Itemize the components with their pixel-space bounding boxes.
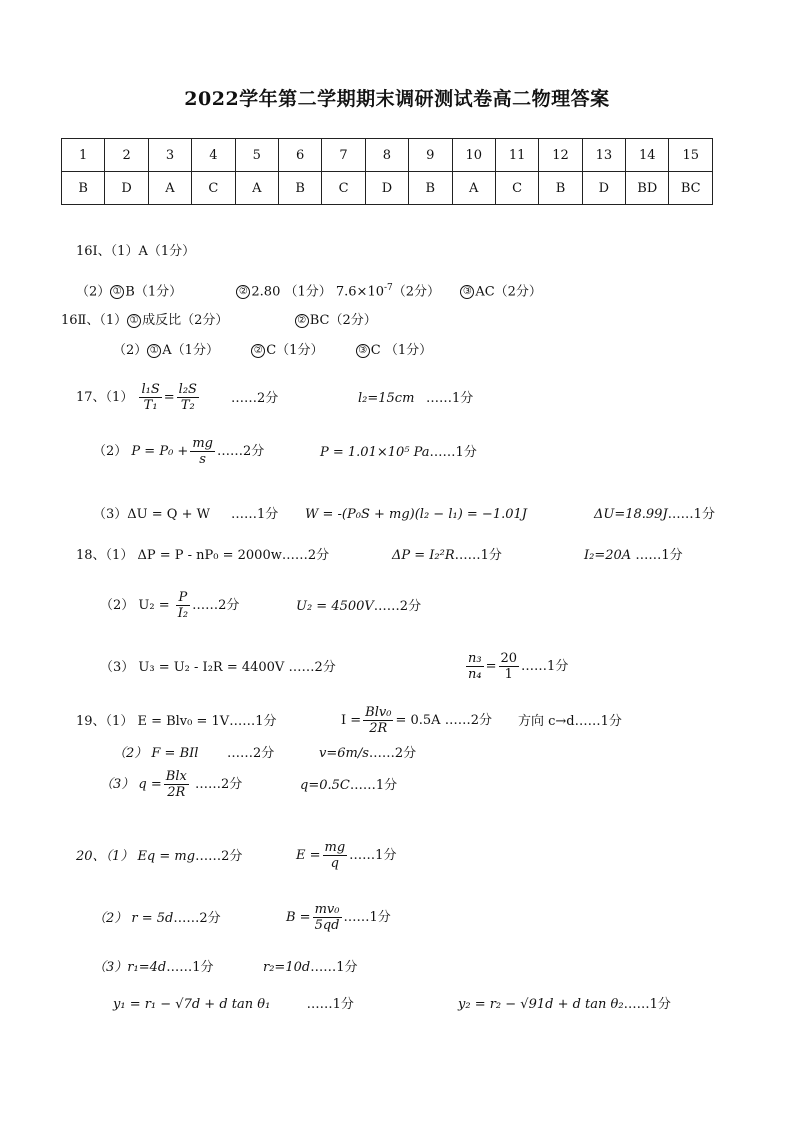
q20-part4-right [458,996,671,1014]
numerator: mg [192,436,213,451]
text: ……2分 [368,746,417,761]
text: ……2分 [216,444,265,459]
answer-table [61,138,713,205]
text: ……1分 [521,659,569,674]
question-number-cell: 8 [365,139,408,172]
answer-cell: B [539,172,582,205]
question-number-cell: 7 [322,139,365,172]
text: （3）r₁=4d [93,960,167,975]
fraction [363,705,393,736]
text: B（1分） [125,284,183,300]
circled-1: ① [147,344,161,358]
text: I = [341,713,362,728]
numerator: l₁S [141,382,160,397]
text: 1分 [336,960,358,975]
q17-part1-result-score: ……1分 [426,391,474,406]
q17-part1-result: l₂=15cm [358,391,415,406]
fraction [164,769,189,800]
q17-part3-result [594,506,715,524]
text: ……1分 [667,507,715,522]
fraction [466,651,484,682]
text: 20、（1） Eq = mg [76,849,196,864]
answer-cell: C [322,172,365,205]
numerator: n₃ [468,651,482,666]
q19-part1 [76,713,276,731]
numerator: P [176,590,190,606]
numerator: l₂S [178,382,197,397]
text: ……2分 [195,849,243,864]
text: ……1分 [635,548,683,563]
text: E = [296,848,321,863]
q20-part2 [93,910,221,928]
q19-part3 [100,769,242,800]
text: （2） U₂ = [100,598,170,613]
q17-part2-result [320,444,477,462]
answer-cell: BD [626,172,669,205]
answer-cell: BC [669,172,713,205]
answer-cell: B [278,172,321,205]
text: 18、（1） ΔP = P - nP₀ = 2000w [76,548,282,563]
denominator: n₄ [468,667,482,682]
q17-part1-score: ……2分 [231,391,279,406]
text: ……1分 [229,714,277,729]
answer-cell: A [452,172,495,205]
text: r₂=10d [263,960,311,975]
q18-part3 [100,659,336,677]
q17-part3-equation: W = -(P₀S + mg)(l₂ − l₁) = −1.01J [305,507,527,522]
text: q=0.5C [300,778,350,793]
q16-part1-line1 [76,243,195,261]
text: 2.80 （1分） 7.6×10 [251,284,384,300]
circled-1: ① [110,285,124,299]
text: A（1分） [162,343,219,358]
answer-cell: B [62,172,105,205]
q18-part3-ratio [464,651,568,682]
q18-part1 [76,547,329,565]
text: ……2分 [444,713,492,728]
text: （3）ΔU = Q + W [93,507,210,522]
q19-part3-result [300,777,397,795]
text: （3） q = [100,777,162,792]
circled-2: ② [251,344,265,358]
answer-cell: C [495,172,538,205]
fraction [499,651,520,682]
text: …… [310,960,337,975]
text: ……1分 [343,910,391,925]
text: （2） r = 5d [93,911,174,926]
fraction [323,840,348,871]
question-number-cell: 14 [626,139,669,172]
circled-2: ② [295,314,309,328]
question-number-cell: 6 [278,139,321,172]
text: = [163,390,175,405]
text: AC（2分） [475,284,542,300]
text: C（1分） [266,343,324,358]
q19-part2-result [319,745,416,763]
text: 16Ⅱ、（1） [61,313,128,328]
denominator: s [199,452,206,467]
denominator: 2R [167,785,186,800]
q17-part3 [93,506,210,524]
text: ΔP = I₂²R [392,548,455,563]
text: 16Ⅰ、（1）A（1分） [76,244,196,259]
q18-part2-result [296,598,421,616]
q17-part3-score: ……1分 [231,507,279,522]
denominator: I₂ [177,606,189,621]
answer-cell: D [582,172,625,205]
q20-part3 [93,959,213,977]
text: = [485,659,497,674]
q16-part2-line1 [61,312,377,330]
numerator: mg [324,840,346,855]
page-title: 2022学年第二学期期末调研测试卷高二物理答案 [184,88,610,110]
q16-part2-line2 [113,342,432,360]
q20-part4 [113,996,354,1014]
circled-3: ③ [460,285,474,299]
text: （2） [76,284,111,300]
q16-part1-line2 [76,279,542,301]
text: 方向 c→d [518,714,575,729]
question-number-cell: 9 [409,139,452,172]
numerator: mv₀ [313,902,342,918]
text: …… [166,960,193,975]
circled-1: ① [127,314,141,328]
fraction [190,436,215,467]
table-row-answers [62,172,713,205]
text: ……2分 [288,660,336,675]
text: ……1分 [454,548,502,563]
q17-part2 [93,436,264,467]
text: （3） U₃ = U₂ - I₂R = 4400V [100,660,285,675]
text: ΔU=18.99J [594,507,668,522]
numerator: 20 [500,651,518,666]
q20-part3-right [263,959,357,977]
text: 17、（1） [76,390,134,405]
text: （2分） [392,284,441,300]
question-number-cell: 12 [539,139,582,172]
fraction [177,382,199,413]
text: （2） [93,444,128,459]
text: B = [286,910,311,925]
text: 1分 [192,960,214,975]
answer-cell: A [235,172,278,205]
text: 成反比（2分） [142,313,229,328]
text: 1分 [332,997,354,1012]
text: = 0.5A [395,713,441,728]
q19-part1-current [341,705,492,736]
q17-part1 [76,382,201,413]
numerator: Blv₀ [365,705,392,720]
text: （2） [113,343,148,358]
question-number-cell: 3 [148,139,191,172]
q20-part1-result [296,840,396,871]
text: ……2分 [281,548,330,563]
text: v=6m/s [319,746,369,761]
denominator: T₂ [180,398,195,413]
text: 19、（1） E = Blv₀ = 1V [76,714,230,729]
text: （2） F = BIl [113,746,199,761]
text: I₂=20A [584,548,632,563]
q19-part2 [113,745,198,763]
q20-part2-result [286,902,391,933]
question-number-cell: 1 [62,139,105,172]
text: ……1分 [574,714,622,729]
q20-part1 [76,848,242,866]
answer-cell: C [192,172,235,205]
question-number-cell: 15 [669,139,713,172]
question-number-cell: 13 [582,139,625,172]
fraction [176,590,190,621]
text: ……2分 [192,598,240,613]
circled-2: ② [236,285,250,299]
text: ……1分 [349,848,397,863]
denominator: 1 [504,667,513,682]
text: P = 1.01×10⁵ Pa [320,445,430,460]
denominator: 2R [369,721,388,736]
denominator: q [330,856,339,871]
fraction [313,902,342,933]
text: BC（2分） [309,313,377,328]
answer-cell: A [148,172,191,205]
table-row-numbers [62,139,713,172]
q19-part1-direction [518,713,622,731]
question-number-cell: 5 [235,139,278,172]
denominator: T₁ [143,398,158,413]
question-number-cell: 2 [105,139,148,172]
question-number-cell: 10 [452,139,495,172]
text: ……2分 [194,777,243,792]
text: ……1分 [429,445,477,460]
text: ……2分 [173,911,221,926]
q18-part2 [100,590,239,621]
denominator: 5qd [314,918,340,933]
q18-part1-result [584,547,683,565]
text: P = P₀ + [131,444,189,459]
answer-cell: D [105,172,148,205]
text: y₁ = r₁ − √7d + d tan θ₁ [113,997,271,1012]
text: ……1分 [349,778,398,793]
q19-part2-score: ……2分 [227,746,275,761]
text: U₂ = 4500V [296,599,374,614]
question-number-cell: 11 [495,139,538,172]
text: ……2分 [373,599,422,614]
text: …… [306,997,333,1012]
text: C （1分） [370,343,433,358]
circled-3: ③ [356,344,370,358]
answer-cell: B [409,172,452,205]
numerator: Blx [165,769,187,784]
fraction [139,382,161,413]
question-number-cell: 4 [192,139,235,172]
text: …… [623,997,650,1012]
text: y₂ = r₂ − √91d + d tan θ₂ [458,997,624,1012]
answer-cell: D [365,172,408,205]
q18-part1-mid [392,547,502,565]
text: -7 [383,283,393,293]
text: 1分 [649,997,671,1012]
